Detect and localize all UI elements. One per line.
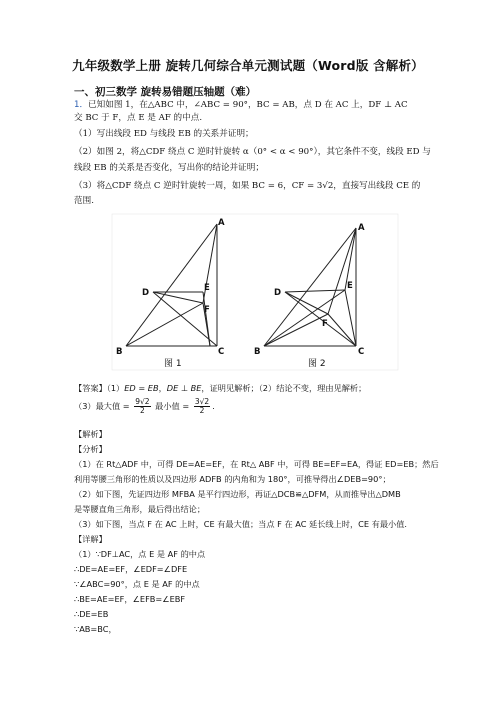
fig2-label-E: E [347,281,353,291]
fig1-label-C: C [218,347,225,357]
answer-line-2 [74,398,215,415]
fig2-label-A: A [358,223,365,233]
answer-line-1 [74,383,366,394]
answer-label: 【答案】（1） [74,383,125,393]
problem-line-2: 交 BC 于 F，点 E 是 AF 的中点. [74,113,203,123]
section-heading: 一、初三数学 旋转易错题压轴题（难） [74,86,257,98]
fig2-label-F: F [322,319,328,329]
min-fraction [194,398,210,415]
problem-text-1: 已知如图 1，在△ABC 中，∠ABC = 90°，BC = AB，点 D 在 AC 上，DF ⊥ AC [88,100,408,110]
detail-tag: 【详解】 [74,534,107,544]
detail-line-6: ∵AB=BC， [74,624,117,634]
fig1-label-E: E [204,283,210,293]
detail-line-4: ∴BE=AE=EF，∠EFB=∠EBF [74,594,186,604]
detail-line-5: ∴DE=EB [74,609,109,619]
fig1-label-B: B [116,347,123,357]
analysis-line-4: 是等腰直角三角形，最后得出结论； [74,504,206,514]
question-3b: 范围. [74,196,94,206]
analysis-line-1: （1）在 Rt△ADF 中，可得 DE=AE=EF，在 Rt△ ABF 中，可得 BE=EF=EA，得证 ED=EB；然后 [74,459,439,469]
answer-min-label: 最小值 = [155,401,190,411]
answer-max-label: （3）最大值 = [74,401,130,411]
fig1-label-A: A [218,218,225,228]
problem-number: 1． [74,100,89,110]
answer-sep: ， [158,383,167,393]
question-3a: （3）将△CDF 绕点 C 逆时针旋转一周，如果 BC = 6，CF = 3√2，直接写出线段 CE 的 [74,181,421,191]
analysis-line-2: 利用等腰三角形的性质以及四边形 ADFB 的内角和为 180°，可推导得出∠DEB=90°； [74,474,391,484]
fig1-label-D: D [142,288,150,298]
question-1: （1）写出线段 ED 与线段 EB 的关系并证明； [74,129,254,139]
answer-rel-1: ED = EB [124,383,159,393]
question-2a: （2）如图 2，将△CDF 绕点 C 逆时针旋转 α（0° < α < 90°），其它条件不变，线段 ED 与 [74,147,431,157]
max-fraction [134,398,150,415]
question-2b: 线段 EB 的关系是否变化，写出你的结论并证明； [74,163,264,173]
max-denominator: 2 [140,406,145,415]
answer-suffix: ，证明见解析；（2）结论不变，理由见解析； [201,383,367,393]
fig2-label-D: D [274,288,282,298]
fig1-caption: 图 1 [164,359,182,369]
min-denominator: 2 [199,406,205,415]
max-numerator: 9√2 [135,397,150,406]
fig2-label-C: C [358,347,365,357]
detail-line-2: ∴DE=AE=EF，∠EDF=∠DFE [74,564,188,574]
fig1-label-F: F [204,305,210,315]
analysis-line-3: （2）如下图，先证四边形 MFBA 是平行四边形，再证△DCB≌△DFM，从而推导出△DMB [74,489,401,499]
detail-line-1: （1）∵DF⊥AC，点 E 是 AF 的中点 [74,549,206,559]
detail-line-3: ∵∠ABC=90°，点 E 是 AF 的中点 [74,579,200,589]
page-title: 九年级数学上册 旋转几何综合单元测试题（Word版 含解析） [72,58,424,73]
fig2-caption: 图 2 [308,359,326,369]
analysis-subtag: 【分析】 [74,444,107,454]
figures-svg [112,214,398,370]
answer-end: . [212,401,215,411]
answer-rel-2: DE ⊥ BE [166,383,202,393]
fig2-label-B: B [254,347,261,357]
analysis-tag: 【解析】 [74,429,107,439]
analysis-line-5: （3）如下图，当点 F 在 AC 上时，CE 有最大值；当点 F 在 AC 延长线上时，CE 有最小值. [74,519,408,529]
problem-line-1 [74,100,408,111]
geometry-figures [112,214,398,370]
min-numerator: 3√2 [194,397,210,406]
